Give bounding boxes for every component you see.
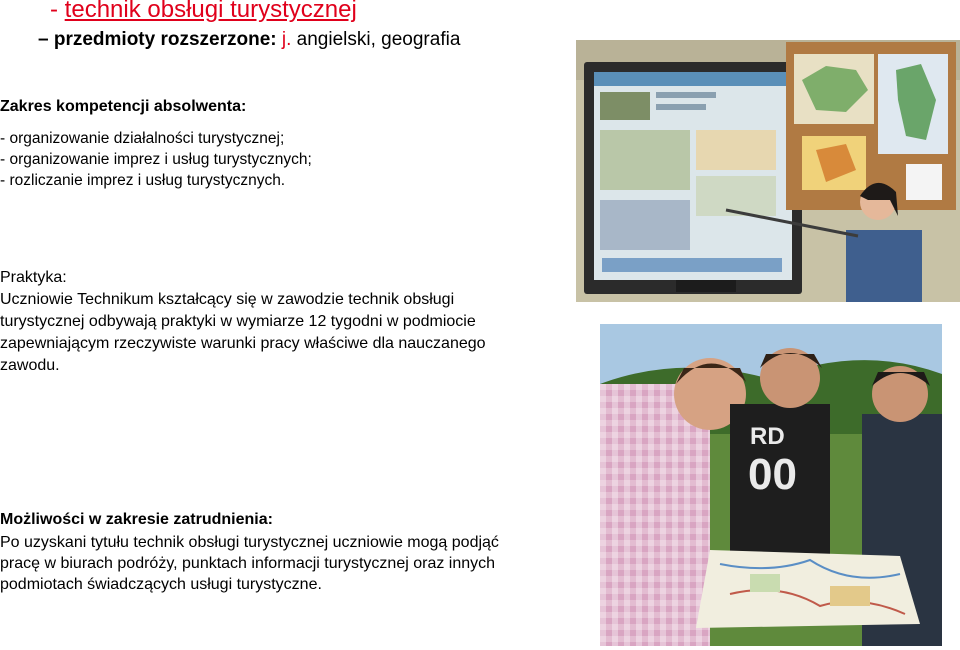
competencies-heading: Zakres kompetencji absolwenta: — [0, 98, 247, 115]
page-subtitle — [38, 29, 460, 51]
competency-item: - rozliczanie imprez i usług turystycznych. — [0, 172, 286, 189]
subtitle-rest: angielski, geografia — [291, 29, 461, 50]
employment-line: pracę w biurach podróży, punktach informacji turystycznej oraz innych — [0, 555, 496, 572]
students-photo-illustration — [600, 324, 942, 646]
subtitle-j: j. — [276, 29, 292, 50]
practice-line: zawodu. — [0, 357, 60, 374]
classroom-photo — [576, 40, 960, 302]
employment-heading: Możliwości w zakresie zatrudnienia: — [0, 511, 273, 528]
svg-text:00: 00 — [748, 450, 797, 499]
practice-line: turystycznej odbywają praktyki w wymiarze 12 tygodni w podmiocie — [0, 313, 476, 330]
title-prefix: - — [50, 0, 65, 23]
svg-text:RD: RD — [750, 423, 785, 450]
subtitle-lead: – przedmioty rozszerzone: — [38, 29, 277, 50]
employment-line: podmiotach świadczących usługi turystyczne. — [0, 576, 322, 593]
page-title — [50, 0, 357, 24]
practice-heading: Praktyka: — [0, 269, 67, 286]
employment-line: Po uzyskani tytułu technik obsługi turystycznej uczniowie mogą podjąć — [0, 534, 499, 551]
students-photo — [600, 324, 942, 646]
practice-line: Uczniowie Technikum kształcący się w zawodzie technik obsługi — [0, 291, 455, 308]
classroom-photo-illustration — [576, 40, 960, 302]
practice-line: zapewniającym rzeczywiste warunki pracy właściwe dla nauczanego — [0, 335, 486, 352]
title-text: technik obsługi turystycznej — [64, 0, 357, 23]
competency-item: - organizowanie działalności turystycznej; — [0, 130, 285, 147]
competency-item: - organizowanie imprez i usług turystycznych; — [0, 151, 312, 168]
